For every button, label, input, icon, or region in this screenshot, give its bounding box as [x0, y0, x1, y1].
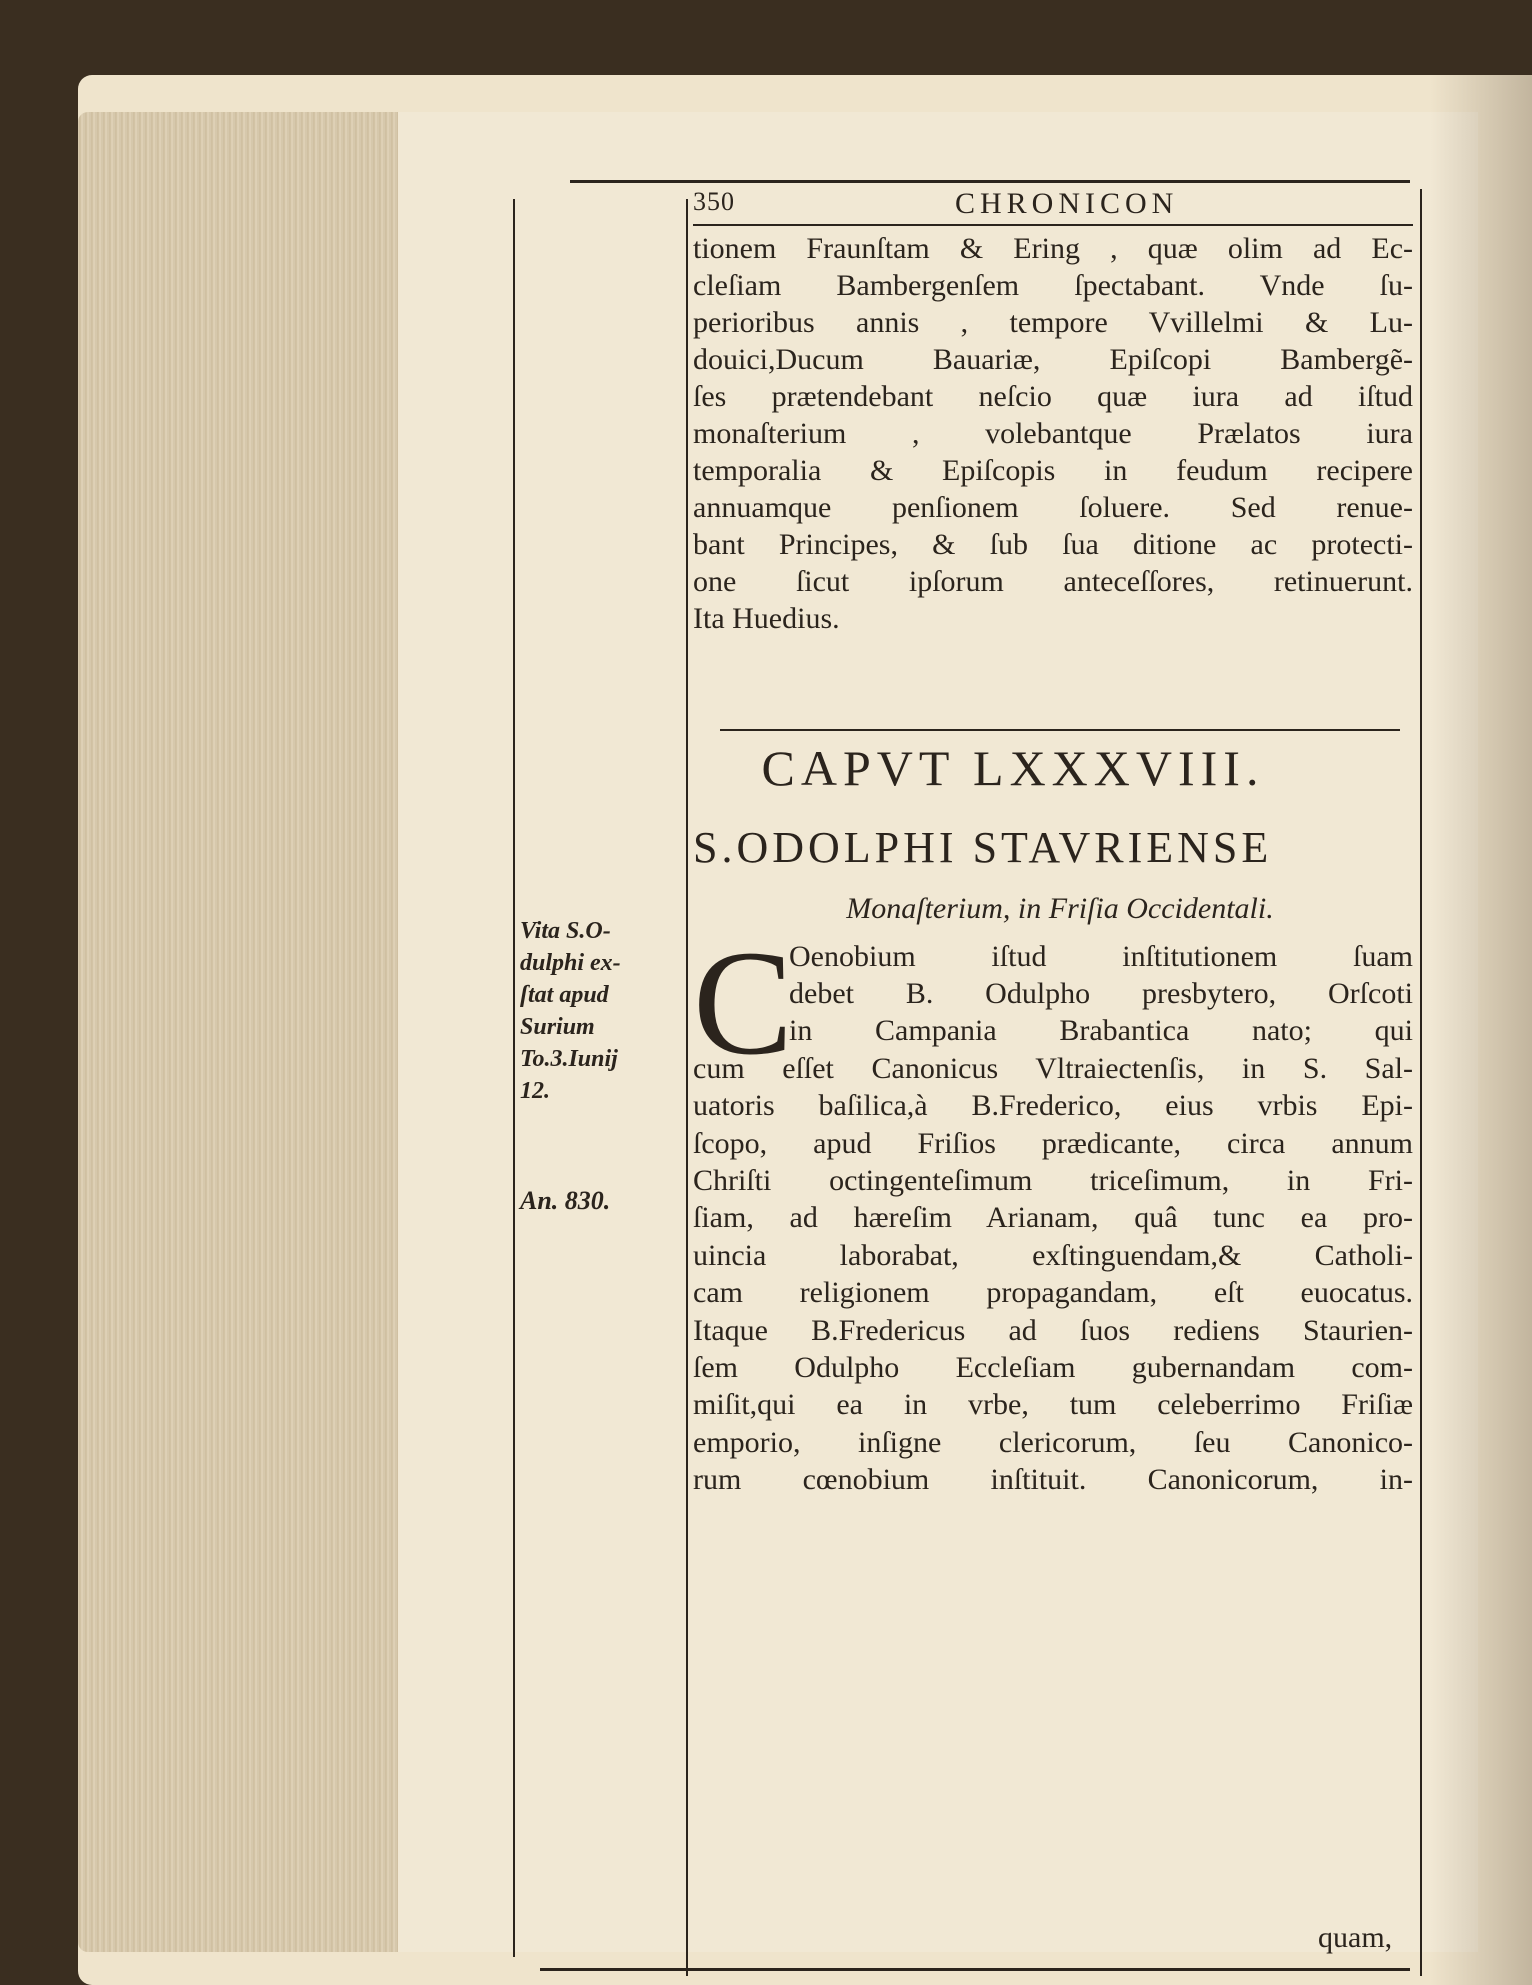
text-line: miſit,qui ea in vrbe, tum celeberrimo Friſiæ: [693, 1388, 1413, 1422]
margin-note-line: Vita S.O-: [520, 917, 611, 944]
text-line: ſem Odulpho Eccleſiam gubernandam com-: [693, 1350, 1413, 1384]
margin-note-line: Surium: [520, 1013, 595, 1040]
text-line: temporalia & Epiſcopis in feudum recipere: [693, 453, 1413, 487]
spine-shadow: [1430, 75, 1532, 1985]
passage-text: [693, 230, 1413, 637]
margin-note-line: 12.: [520, 1077, 550, 1104]
chapter-subtitle: S.ODOLPHI STAVRIENSE: [693, 823, 1273, 873]
text-line: cleſiam Bambergenſem ſpectabant. Vnde ſu-: [693, 268, 1413, 302]
header-rule: [693, 224, 1413, 226]
text-line: rum cœnobium inſtituit. Canonicorum, in-: [693, 1463, 1413, 1497]
text-left-rule: [686, 199, 688, 1976]
top-rule: [570, 180, 1410, 183]
text-line: debet B. Odulpho presbytero, Orſcoti: [789, 977, 1413, 1011]
text-line: Chriſti octingenteſimum triceſimum, in Fri-: [693, 1164, 1413, 1198]
text-line: Itaque B.Fredericus ad ſuos rediens Staurien-: [693, 1313, 1413, 1347]
chapter-text: [693, 919, 1413, 1499]
text-line: perioribus annis , tempore Vvillelmi & Lu-: [693, 305, 1413, 339]
text-line: uincia laborabat, exſtinguendam,& Catholi-: [693, 1238, 1413, 1272]
chapter-title: CAPVT LXXXVIII.: [761, 740, 1265, 797]
text-line: ſiam, ad hæreſim Arianam, quâ tunc ea pro-: [693, 1201, 1413, 1235]
text-line: emporio, inſigne clericorum, ſeu Canonico-: [693, 1425, 1413, 1459]
catchword: quam,: [1318, 1920, 1393, 1954]
margin-note-line: To.3.Iunij: [520, 1045, 618, 1072]
text-line: in Campania Brabantica nato; qui: [789, 1014, 1413, 1048]
bottom-rule: [540, 1968, 1410, 1971]
text-line: tionem Fraunſtam & Ering , quæ olim ad Ec-: [693, 231, 1413, 265]
margin-note: [520, 915, 660, 1107]
chapter-subtitle-italic: Monaſterium, in Friſia Occidentali.: [846, 892, 1274, 926]
text-line: cam religionem propagandam, eſt euocatus.: [693, 1276, 1413, 1310]
drop-cap: C: [693, 919, 794, 1086]
text-line: Ita Huedius.: [693, 601, 840, 635]
running-title: CHRONICON: [955, 187, 1179, 221]
page-number: 350: [693, 187, 735, 217]
margin-note-line: ſtat apud: [520, 981, 609, 1008]
section-rule: [720, 729, 1400, 731]
text-line: annuamque penſionem ſoluere. Sed renue-: [693, 490, 1413, 524]
margin-year: An. 830.: [520, 1186, 611, 1216]
text-line: cum eſſet Canonicus Vltraiectenſis, in S. Sal-: [693, 1051, 1413, 1085]
left-frame-rule: [513, 199, 515, 1957]
text-line: douici,Ducum Bauariæ, Epiſcopi Bambergẽ-: [693, 342, 1413, 376]
text-line: ſes prætendebant neſcio quæ iura ad iſtud: [693, 379, 1413, 413]
margin-note-line: dulphi ex-: [520, 949, 621, 976]
right-frame-rule: [1420, 189, 1422, 1976]
page-edges: [78, 112, 398, 1952]
text-line: bant Principes, & ſub ſua ditione ac protecti-: [693, 527, 1413, 561]
text-line: Oenobium iſtud inſtitutionem ſuam: [789, 939, 1413, 973]
running-header: [693, 187, 1413, 223]
text-line: uatoris baſilica,à B.Frederico, eius vrbis Epi-: [693, 1089, 1413, 1123]
text-line: monaſterium , volebantque Prælatos iura: [693, 416, 1413, 450]
text-line: one ſicut ipſorum anteceſſores, retinuerunt.: [693, 564, 1413, 598]
text-line: ſcopo, apud Friſios prædicante, circa annum: [693, 1126, 1413, 1160]
